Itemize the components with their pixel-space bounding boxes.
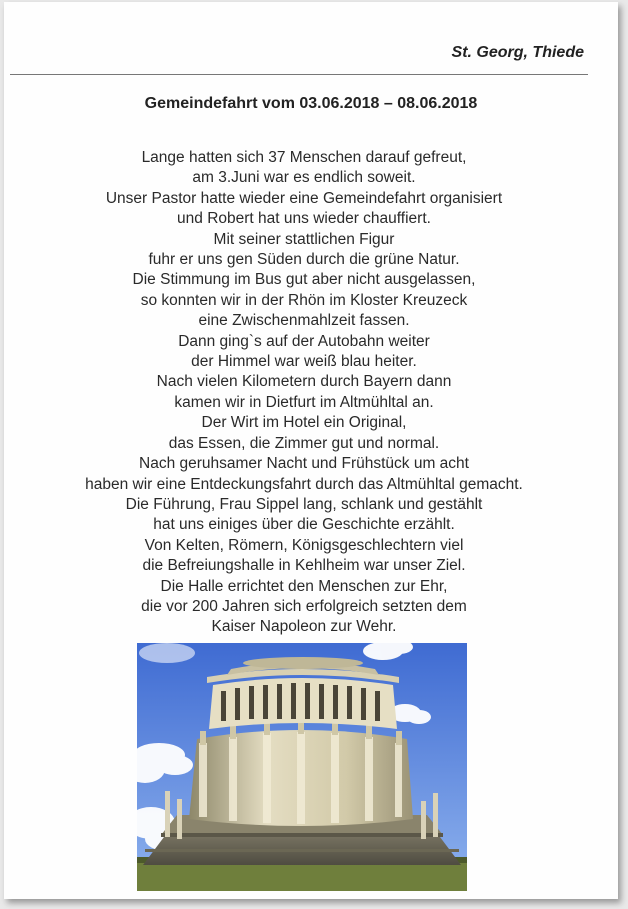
- poem-line: haben wir eine Entdeckungsfahrt durch das Altmühltal gemacht.: [85, 475, 523, 493]
- poem-line: Unser Pastor hatte wieder eine Gemeindefahrt organisiert: [105, 189, 503, 207]
- poem-line: Kaiser Napoleon zur Wehr.: [211, 618, 397, 636]
- poem-line: Der Wirt im Hotel ein Original,: [201, 414, 407, 432]
- poem-line: Die Führung, Frau Sippel lang, schlank und gestählt: [125, 495, 483, 513]
- poem-line: Nach geruhsamer Nacht und Frühstück um acht: [139, 455, 469, 473]
- poem-line: Die Stimmung im Bus gut aber nicht ausgelassen,: [132, 271, 476, 289]
- poem-line: die vor 200 Jahren sich erfolgreich setzten dem: [141, 597, 467, 615]
- parish-header: St. Georg, Thiede: [451, 44, 584, 61]
- poem-line: Die Halle errichtet den Menschen zur Ehr,: [160, 577, 448, 595]
- poem-line: Dann ging`s auf der Autobahn weiter: [178, 332, 430, 350]
- poem-line: eine Zwischenmahlzeit fassen.: [198, 312, 410, 330]
- poem-line: Mit seiner stattlichen Figur: [213, 230, 395, 248]
- article-title: Gemeindefahrt vom 03.06.2018 – 08.06.2018: [144, 95, 478, 112]
- poem-line: die Befreiungshalle in Kehlheim war unser Ziel.: [142, 557, 466, 575]
- photo-illustration: [137, 643, 467, 891]
- rotunda-drum: [189, 720, 413, 826]
- header-divider: [10, 74, 588, 75]
- poem-line: das Essen, die Zimmer gut und normal.: [168, 434, 440, 452]
- poem-line: und Robert hat uns wieder chauffiert.: [177, 210, 431, 228]
- newsletter-page: [4, 2, 618, 899]
- poem-line: Von Kelten, Römern, Königsgeschlechtern viel: [144, 536, 464, 554]
- poem-line: kamen wir in Dietfurt im Altmühltal an.: [174, 393, 434, 411]
- poem-text: [4, 148, 604, 638]
- grass: [137, 861, 467, 891]
- poem-line: Lange hatten sich 37 Menschen darauf gefreut,: [141, 149, 467, 166]
- poem-line: fuhr er uns gen Süden durch die grüne Natur.: [148, 251, 460, 269]
- poem-line: so konnten wir in der Rhön im Kloster Kreuzeck: [140, 291, 468, 309]
- poem-line: der Himmel war weiß blau heiter.: [191, 353, 417, 371]
- poem-line: am 3.Juni war es endlich soweit.: [192, 169, 416, 187]
- poem-line: Nach vielen Kilometern durch Bayern dann: [156, 373, 452, 391]
- befreiungshalle-photo: [137, 643, 467, 891]
- poem-line: hat uns einiges über die Geschichte erzählt.: [153, 516, 455, 534]
